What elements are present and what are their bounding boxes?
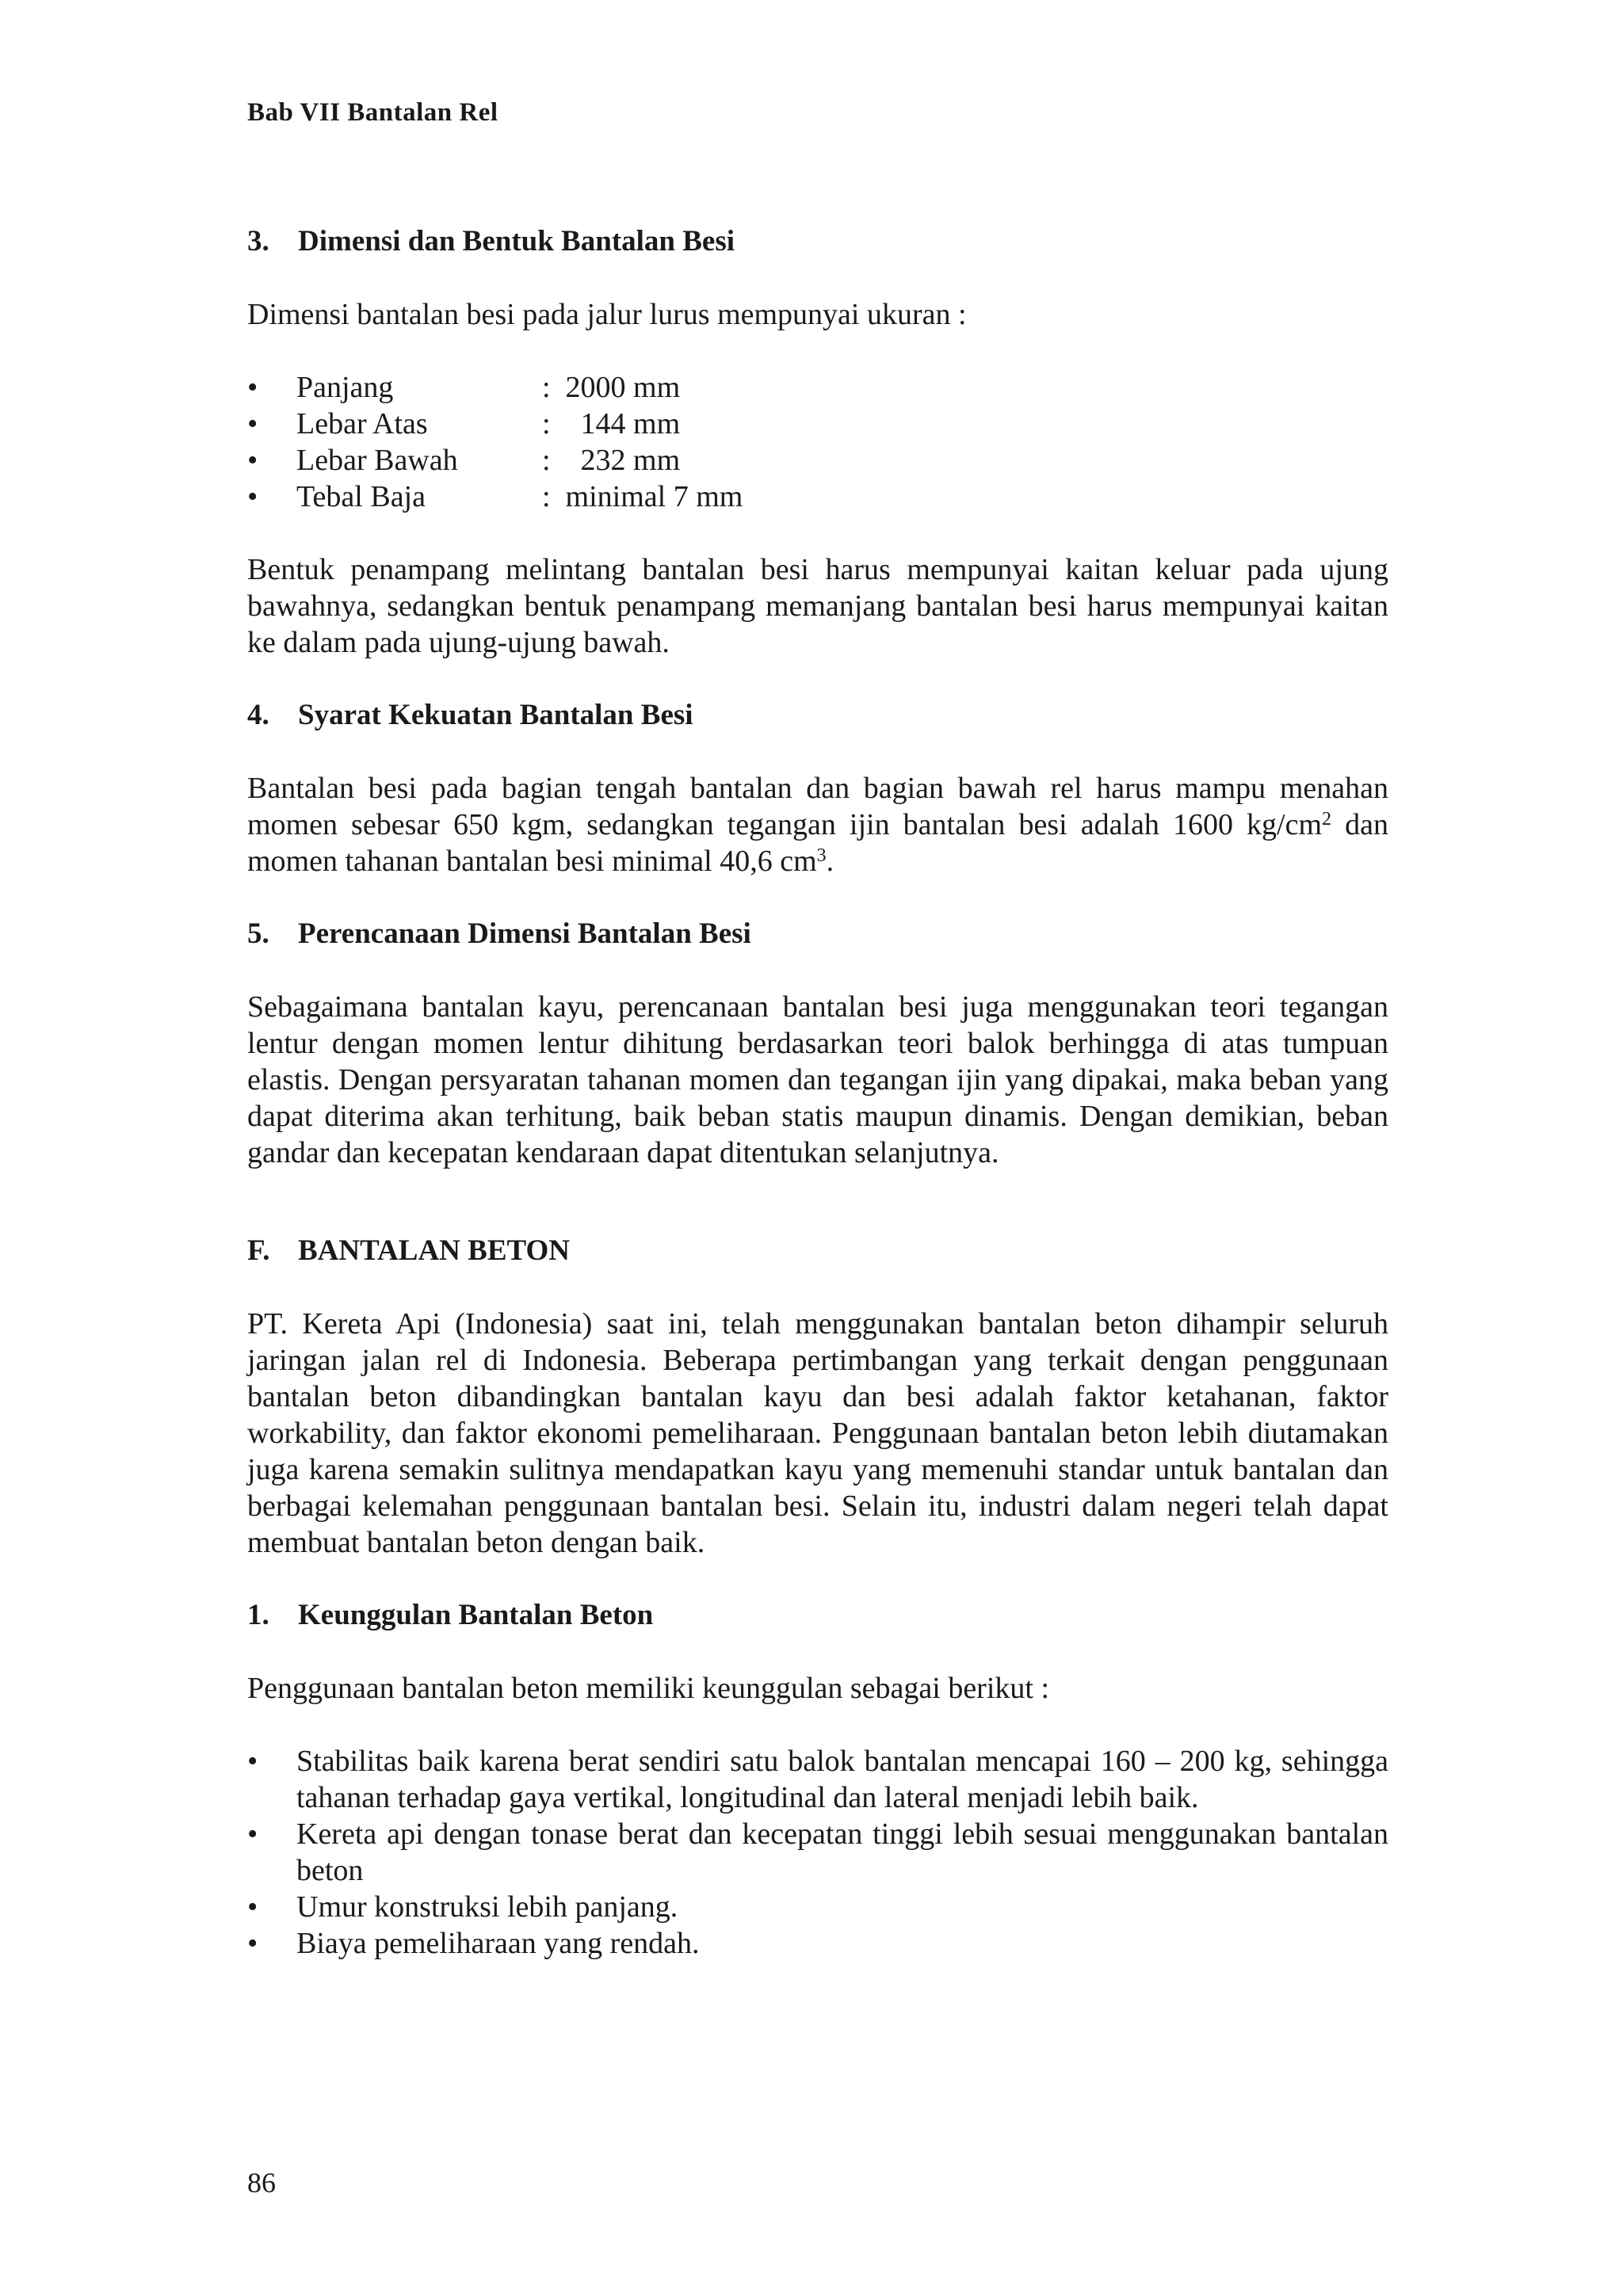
section-1-intro: Penggunaan bantalan beton memiliki keunggulan sebagai berikut : [247,1672,1050,1705]
section-5-title: Perencanaan Dimensi Bantalan Besi [298,917,751,950]
bullet-icon: • [247,444,258,477]
bullet-icon: • [247,1817,258,1851]
section-3-heading [247,223,1388,260]
advantages-list [247,1743,1388,1962]
section-f-paragraph: PT. Kereta Api (Indonesia) saat ini, telah menggunakan bantalan beton dihampir seluruh jaringan jalan rel di Indonesia. Beberapa pertimbangan yang terkait dengan penggunaan bantalan beton dibandingkan bantalan kayu dan besi adalah faktor ketahanan, faktor workability, dan faktor ekonomi pemeliharaan. Penggunaan bantalan beton lebih diutamakan juga karena semakin sulitnya mendapatkan kayu yang memenuhi standar untuk bantalan dan berbagai kelemahan penggunaan bantalan besi. Selain itu, industri dalam negeri telah dapat membuat bantalan beton dengan baik. [247,1307,1388,1559]
page-number: 86 [247,2167,276,2199]
bullet-icon: • [247,371,258,404]
section-1-heading [247,1597,1388,1634]
spec-label: Lebar Bawah [296,444,458,477]
section-4-text-2: dan momen tahanan bantalan besi minimal 40,6 cm [247,808,1388,878]
spec-item-lebar-bawah [247,442,1388,479]
section-3-title: Dimensi dan Bentuk Bantalan Besi [298,225,735,257]
spec-item-lebar-atas [247,406,1388,442]
spec-label: Panjang [296,371,394,404]
page-content [247,223,1388,1962]
dimension-spec-list [247,369,1388,515]
section-5-paragraph: Sebagaimana bantalan kayu, perencanaan bantalan besi juga menggunakan teori tegangan lentur dengan momen lentur dihitung berdasarkan teori balok berhingga di atas tumpuan elastis. Dengan persyaratan tahanan momen dan tegangan ijin yang dipakai, maka beban yang dapat diterima akan terhitung, baik beban statis maupun dinamis. Dengan demikian, beban gandar dan kecepatan kendaraan dapat ditentukan selanjutnya. [247,990,1388,1169]
section-5-heading [247,916,1388,952]
list-item [247,1925,1388,1962]
list-item-text: Biaya pemeliharaan yang rendah. [296,1927,700,1960]
spec-item-tebal-baja [247,479,1388,515]
spec-value: : 232 mm [542,444,681,477]
section-4-text-1: Bantalan besi pada bagian tengah bantalan dan bagian bawah rel harus mampu menahan momen sebesar 650 kgm, sedangkan tegangan ijin bantalan besi adalah 1600 kg/cm [247,772,1388,841]
list-item [247,1889,1388,1925]
section-f-title: BANTALAN BETON [298,1234,571,1267]
spec-value: : 144 mm [542,407,681,441]
spec-label: Tebal Baja [296,480,426,513]
list-item-text: Umur konstruksi lebih panjang. [296,1890,678,1924]
bullet-icon: • [247,480,258,513]
list-item-text: Kereta api dengan tonase berat dan kecepatan tinggi lebih sesuai menggunakan bantalan beton [296,1817,1388,1887]
spec-value: : 2000 mm [542,371,681,404]
section-1-title: Keunggulan Bantalan Beton [298,1599,654,1631]
list-item-text: Stabilitas baik karena berat sendiri satu balok bantalan mencapai 160 – 200 kg, sehingga tahanan terhadap gaya vertikal, longitudinal dan lateral menjadi lebih baik. [296,1745,1388,1814]
section-1-number: 1. [247,1599,269,1631]
bullet-icon: • [247,1927,258,1960]
section-3-intro: Dimensi bantalan besi pada jalur lurus mempunyai ukuran : [247,298,967,331]
section-f-number: F. [247,1234,270,1267]
section-4-paragraph [247,770,1388,879]
list-item [247,1816,1388,1889]
running-header: Bab VII Bantalan Rel [247,98,498,127]
superscript-3: 3 [816,845,827,866]
spec-label: Lebar Atas [296,407,428,441]
list-item [247,1743,1388,1816]
section-4-title: Syarat Kekuatan Bantalan Besi [298,699,693,731]
section-4-text-3: . [826,845,834,878]
bullet-icon: • [247,407,258,441]
section-f-heading [247,1233,1388,1269]
spec-value: : minimal 7 mm [542,480,743,513]
bullet-icon: • [247,1890,258,1924]
superscript-2: 2 [1322,809,1332,830]
section-3-paragraph: Bentuk penampang melintang bantalan besi harus mempunyai kaitan keluar pada ujung bawahnya, sedangkan bentuk penampang memanjang bantalan besi harus mempunyai kaitan ke dalam pada ujung-ujung bawah. [247,553,1388,659]
section-3-number: 3. [247,225,269,257]
bullet-icon: • [247,1745,258,1778]
section-5-number: 5. [247,917,269,950]
section-4-number: 4. [247,699,269,731]
section-4-heading [247,697,1388,734]
spec-item-panjang [247,369,1388,406]
